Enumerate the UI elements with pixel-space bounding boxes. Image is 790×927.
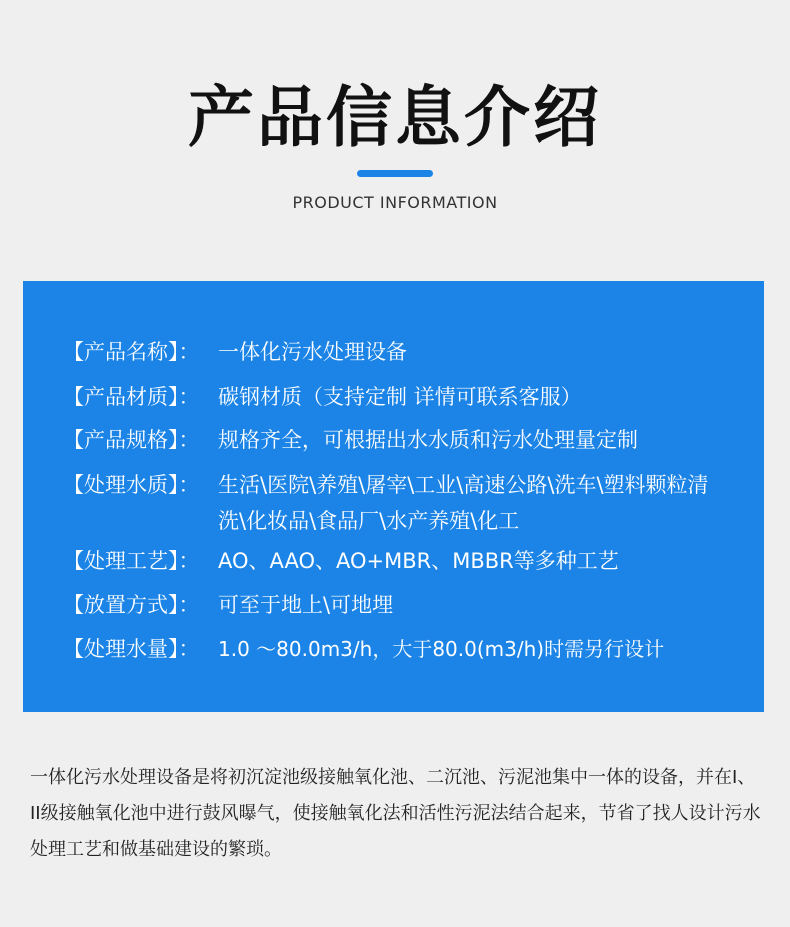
spec-value: AO、AAO、AO+MBR、MBBR等多种工艺 (218, 549, 619, 573)
product-description: 一体化污水处理设备是将初沉淀池级接触氧化池、二沉池、污泥池集中一体的设备，并在I、II级接触氧化池中进行鼓风曝气，使接触氧化法和活性污泥法结合起来，节省了找人设计污水处理工艺和做基础建设的繁琐。 (30, 767, 761, 860)
spec-label: 【处理工艺】： (63, 549, 200, 573)
spec-label: 【产品规格】： (63, 428, 200, 452)
spec-value: 一体化污水处理设备 (218, 340, 407, 364)
spec-value: 碳钢材质（支持定制 详情可联系客服） (218, 385, 582, 409)
spec-row-capacity (63, 631, 738, 667)
page-subtitle: PRODUCT INFORMATION (292, 193, 498, 212)
spec-row-size (63, 422, 738, 458)
spec-label: 【放置方式】： (63, 593, 200, 617)
spec-label: 【产品名称】： (63, 340, 200, 364)
spec-row-name (63, 334, 738, 370)
spec-row-process (63, 543, 738, 579)
spec-value: 可至于地上\可地埋 (218, 593, 394, 617)
spec-panel (23, 281, 764, 712)
spec-label: 【处理水量】： (63, 637, 200, 661)
spec-value: 规格齐全，可根据出水水质和污水处理量定制 (218, 428, 638, 452)
spec-label: 【处理水质】： (63, 473, 200, 497)
spec-label: 【产品材质】： (63, 385, 200, 409)
spec-value: 1.0 ～80.0m3/h，大于80.0(m3/h)时需另行设计 (218, 637, 665, 661)
title-underline (357, 170, 433, 177)
spec-value: 生活\医院\养殖\屠宰\工业\高速公路\洗车\塑料颗粒清洗\化妆品\食品厂\水产养殖\化工 (218, 473, 709, 533)
spec-row-placement (63, 587, 738, 623)
page-title: 产品信息介绍 (188, 79, 602, 156)
spec-row-material (63, 379, 738, 415)
spec-row-water-type (63, 467, 723, 539)
